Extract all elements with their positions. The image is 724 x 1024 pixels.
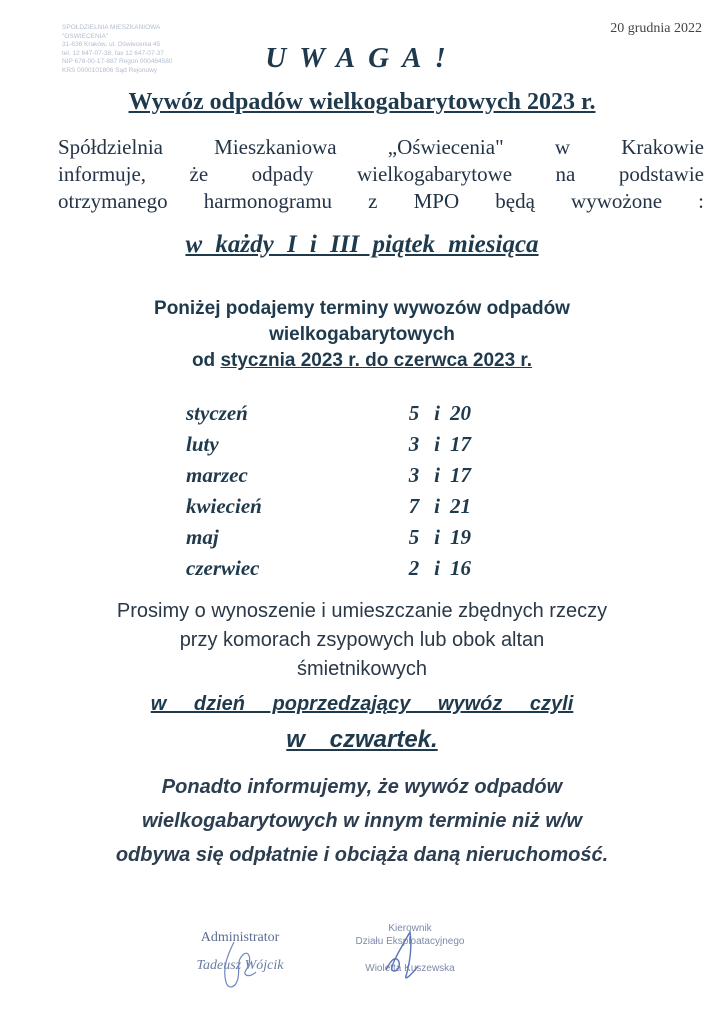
schedule-day: 5 xyxy=(408,401,420,425)
schedule-day: 16 xyxy=(450,556,471,580)
schedule-row xyxy=(186,401,506,432)
schedule-month: marzec xyxy=(186,463,248,487)
intro-line: informuje, że odpady wielkogabarytowe na podstawie xyxy=(58,162,704,186)
stamp-line: "OŚWIECENIA" xyxy=(62,32,109,40)
schedule-month: maj xyxy=(186,525,219,549)
schedule-separator: i xyxy=(434,494,440,518)
intro-line: otrzymanego harmonogramu z MPO będą wywożone : xyxy=(58,189,704,213)
schedule-month: luty xyxy=(186,432,219,456)
document-date: 20 grudnia 2022 xyxy=(610,21,702,36)
stamp-line: SPÓŁDZIELNIA MIESZKANIOWA xyxy=(62,24,161,31)
schedule-separator: i xyxy=(434,463,440,487)
notice-line: odbywa się odpłatnie i obciąża daną nieruchomość. xyxy=(115,844,609,866)
schedule-separator: i xyxy=(434,432,440,456)
schedule-month: kwiecień xyxy=(186,494,262,518)
notice-line: wielkogabarytowych w innym terminie niż w/w xyxy=(141,810,583,832)
schedule-table xyxy=(186,401,506,587)
schedule-intro xyxy=(0,296,724,374)
stamp-line: 31-636 Kraków, ul. Oświecenia 45 xyxy=(62,41,161,48)
stamp-line: tel. 12 647-07-38, fax 12 647-07-37 xyxy=(62,49,164,57)
schedule-day: 19 xyxy=(450,525,471,549)
schedule-row xyxy=(186,494,506,525)
request-line: przy komorach zsypowych lub obok altan xyxy=(179,629,545,651)
schedule-day: 20 xyxy=(450,401,471,425)
administrator-title: Administrator xyxy=(200,930,280,945)
schedule-intro-line: wielkogabarytowych xyxy=(269,324,455,345)
request-line: Prosimy o wynoszenie i umieszczanie zbędnych rzeczy xyxy=(116,600,608,622)
notice-line: Ponadto informujemy, że wywóz odpadów xyxy=(161,776,563,798)
administrator-name: Tadeusz Wójcik xyxy=(196,958,284,973)
schedule-row xyxy=(186,525,506,556)
manager-signature-block xyxy=(340,922,480,975)
schedule-row xyxy=(186,432,506,463)
schedule-intro-line xyxy=(0,348,724,374)
request-line: śmietnikowych xyxy=(296,658,428,680)
intro-line: Spółdzielnia Mieszkaniowa „Oświecenia" w Krakowie xyxy=(58,135,704,159)
day-before-note: w dzień poprzedzający wywóz czyli xyxy=(150,693,574,715)
stamp-line: NIP 678-00-17-887 Regon 000484580 xyxy=(62,58,173,65)
schedule-row xyxy=(186,556,506,587)
schedule-separator: i xyxy=(434,401,440,425)
schedule-day: 5 xyxy=(408,525,420,549)
schedule-intro-prefix: od xyxy=(191,350,221,371)
schedule-day: 3 xyxy=(408,432,420,456)
schedule-day: 7 xyxy=(408,494,420,518)
schedule-row xyxy=(186,463,506,494)
administrator-signature-block xyxy=(190,930,290,974)
stamp-line: KRS 0000101806 Sąd Rejonowy xyxy=(62,66,158,74)
schedule-intro-line: Poniżej podajemy terminy wywozów odpadów xyxy=(154,298,570,319)
request-paragraph xyxy=(0,597,724,684)
manager-name: Wioletta Kuszewska xyxy=(365,963,455,974)
schedule-period: stycznia 2023 r. do czerwca 2023 r. xyxy=(220,350,533,371)
intro-paragraph xyxy=(58,134,704,215)
schedule-day: 21 xyxy=(450,494,471,518)
schedule-day: 17 xyxy=(450,432,471,456)
manager-title-line: Działu Eksploatacyjnego xyxy=(355,936,465,947)
thursday-note: w czwartek. xyxy=(286,726,438,753)
paid-collection-notice xyxy=(0,770,724,872)
manager-title-line: Kierownik xyxy=(388,923,432,934)
schedule-month: styczeń xyxy=(186,401,248,425)
schedule-day: 2 xyxy=(408,556,420,580)
document-title: Wywóz odpadów wielkogabarytowych 2023 r. xyxy=(128,89,596,115)
attention-heading: UWAGA! xyxy=(265,42,459,74)
schedule-separator: i xyxy=(434,556,440,580)
schedule-day: 17 xyxy=(450,463,471,487)
schedule-day: 3 xyxy=(408,463,420,487)
collection-rule: w każdy I i III piątek miesiąca xyxy=(185,231,539,258)
schedule-separator: i xyxy=(434,525,440,549)
schedule-month: czerwiec xyxy=(186,556,260,580)
